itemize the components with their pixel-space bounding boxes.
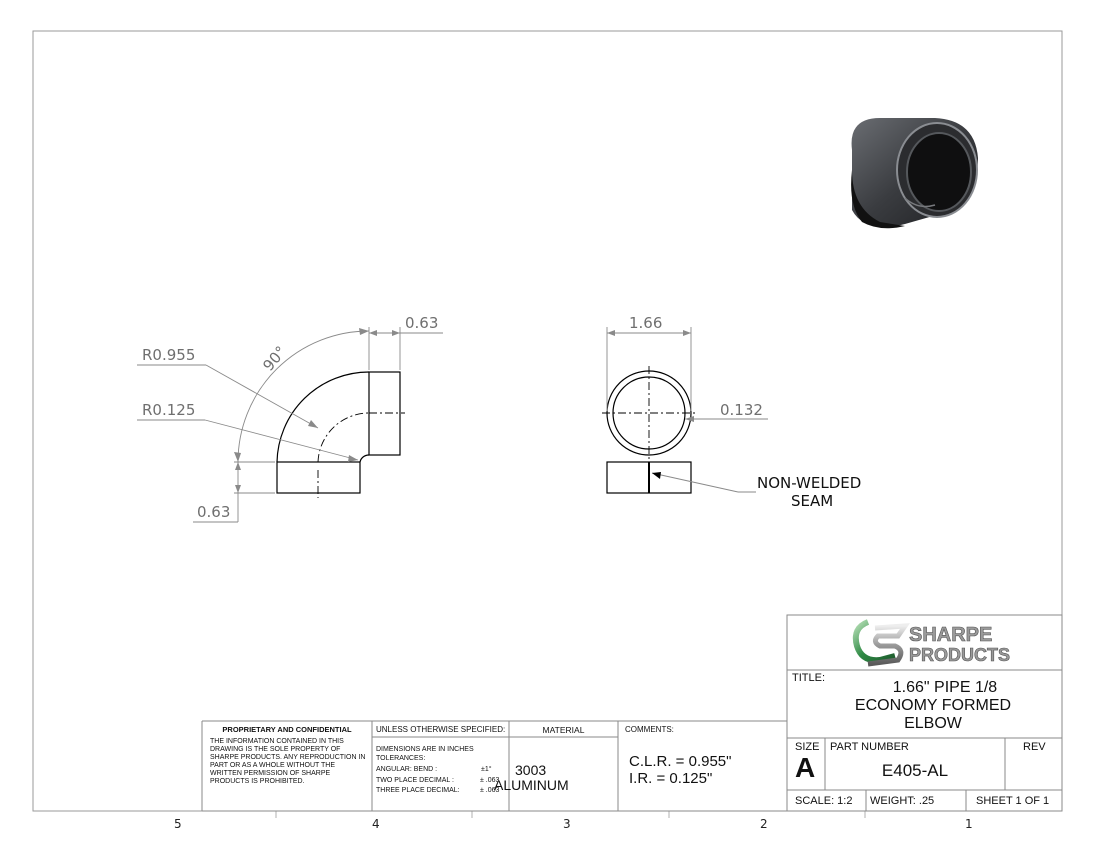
zone-label-3: 3 <box>563 817 571 831</box>
size-label: SIZE <box>795 741 820 753</box>
tolerance-angular-label: ANGULAR: BEND : <box>376 766 438 773</box>
dim-90-degree: 90° <box>259 342 291 375</box>
note-seam: SEAM <box>791 492 834 510</box>
front-view-elbow <box>277 372 405 498</box>
dim-inner-radius: R0.125 <box>142 401 196 419</box>
dim-outer-radius: R0.955 <box>142 346 196 364</box>
tolerance-three-place-value: ± .063 <box>480 787 500 794</box>
title-label: TITLE: <box>792 672 826 684</box>
logo-mark <box>856 622 905 664</box>
material-line-2: ALUMINUM <box>494 777 569 793</box>
dim-wall-thickness: 0.132 <box>720 401 763 419</box>
logo-text-sharpe: SHARPE <box>909 624 993 646</box>
tolerance-two-place-value: ± .063 <box>480 777 500 784</box>
logo-text-products: PRODUCTS <box>909 645 1011 665</box>
zone-label-5: 5 <box>174 817 182 831</box>
dim-left-length: 0.63 <box>197 503 231 521</box>
comments-line-1: C.L.R. = 0.955" <box>629 753 732 770</box>
proprietary-header: PROPRIETARY AND CONFIDENTIAL <box>222 725 352 734</box>
side-view-elbow <box>602 366 696 493</box>
side-view-arrowheads <box>607 330 694 479</box>
zone-label-4: 4 <box>372 817 380 831</box>
comments-line-2: I.R. = 0.125" <box>629 770 713 787</box>
scale-value: SCALE: 1:2 <box>795 795 853 807</box>
part-number-value: E405-AL <box>881 761 949 780</box>
dim-top-length: 0.63 <box>405 314 439 332</box>
tolerance-three-place-label: THREE PLACE DECIMAL: <box>376 787 460 794</box>
comments-header: COMMENTS: <box>625 725 674 734</box>
title-line-3: ELBOW <box>904 715 962 732</box>
tolerance-angular-value: ±1° <box>481 766 492 773</box>
proprietary-body: THE INFORMATION CONTAINED IN THIS DRAWING IS THE SOLE PROPERTY OF SHARPE PRODUCTS. ANY REPRODUCTION IN PART OR AS A WHOLE WITHOUT THE WRITTEN PERMISSION OF SHARPE PRODUCTS IS PROHIBITED. <box>210 738 366 785</box>
unless-dimensions: DIMENSIONS ARE IN INCHES <box>376 746 474 753</box>
sheet-value: SHEET 1 OF 1 <box>976 795 1050 807</box>
note-non-welded: NON-WELDED <box>757 474 862 492</box>
tolerance-two-place-label: TWO PLACE DECIMAL : <box>376 777 454 784</box>
unless-header: UNLESS OTHERWISE SPECIFIED: <box>376 725 506 734</box>
zone-label-2: 2 <box>760 817 768 831</box>
title-line-2: ECONOMY FORMED <box>854 697 1012 714</box>
dim-diameter: 1.66 <box>629 314 663 332</box>
isometric-view <box>851 118 978 228</box>
zone-label-1: 1 <box>965 817 973 831</box>
rev-label: REV <box>1023 741 1046 753</box>
part-number-label: PART NUMBER <box>830 741 909 753</box>
size-value: A <box>795 752 816 783</box>
title-line-1: 1.66" PIPE 1/8 <box>892 679 998 696</box>
material-header: MATERIAL <box>542 725 585 735</box>
unless-tolerances: TOLERANCES: <box>376 755 426 762</box>
material-line-1: 3003 <box>515 762 547 778</box>
front-view-arrowheads <box>234 328 400 493</box>
weight-value: WEIGHT: .25 <box>870 795 935 807</box>
